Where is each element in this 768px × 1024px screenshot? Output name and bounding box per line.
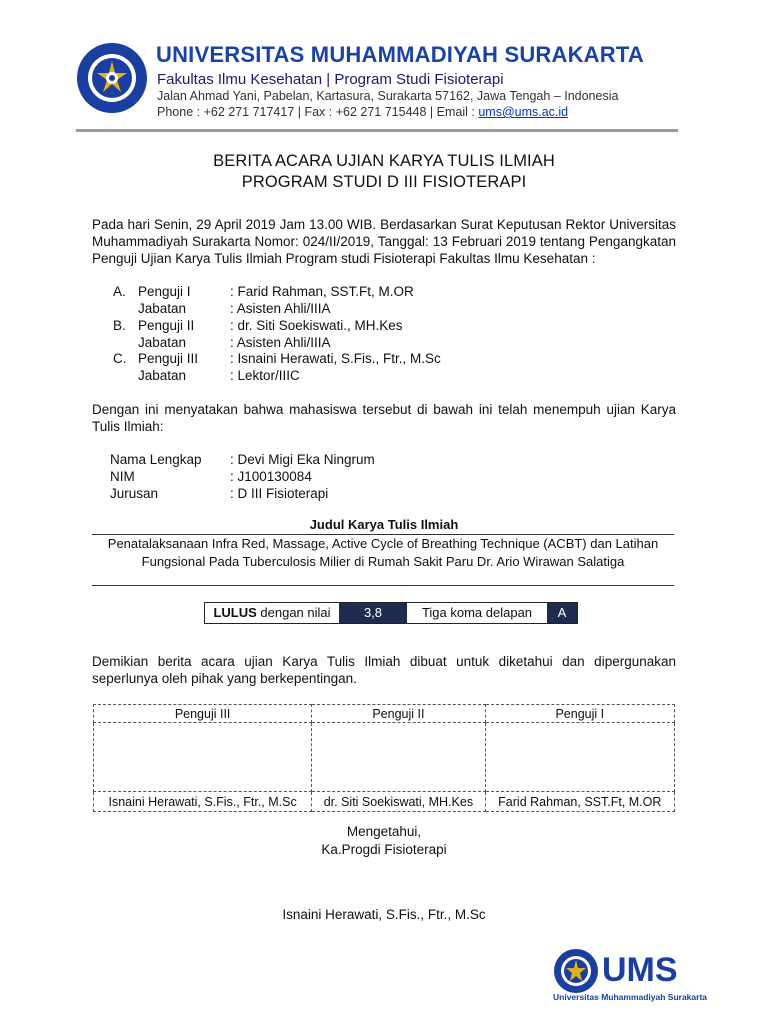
examiner-mark: C. bbox=[113, 351, 127, 366]
examiner-position: : Lektor/IIIC bbox=[230, 368, 300, 383]
acknowledge-label: Mengetahui, bbox=[346, 824, 422, 839]
examiner-mark: B. bbox=[113, 318, 126, 333]
examiner-position: : Asisten Ahli/IIIA bbox=[230, 335, 331, 350]
signature-space bbox=[94, 723, 312, 792]
contact-line bbox=[157, 105, 568, 119]
ums-brand-subtitle: Universitas Muhammadiyah Surakarta bbox=[553, 992, 708, 1002]
examiner-name: : Farid Rahman, SST.Ft, M.OR bbox=[230, 284, 414, 299]
acknowledge-role: Ka.Progdi Fisioterapi bbox=[321, 842, 447, 857]
ums-footer-logo bbox=[553, 948, 708, 1008]
student-field-value: : Devi Migi Eka Ningrum bbox=[230, 452, 375, 467]
examiner-name: : dr. Siti Soekiswati., MH.Kes bbox=[230, 318, 403, 333]
signature-table bbox=[93, 704, 675, 812]
signature-space bbox=[312, 723, 485, 792]
signature-name: dr. Siti Soekiswati, MH.Kes bbox=[312, 792, 485, 812]
student-field-label: NIM bbox=[110, 469, 135, 484]
intro-paragraph: Pada hari Senin, 29 April 2019 Jam 13.00 WIB. Berdasarkan Surat Keputusan Rektor Universitas Muhammadiyah Surakarta Nomor: 024/II/2019, Tanggal: 13 Februari 2019 tentang Pengangkatan Penguji Ujian Karya Tulis Ilmiah Program studi Fisioterapi Fakultas Ilmu Kesehatan : bbox=[92, 217, 676, 266]
university-seal-logo bbox=[76, 42, 148, 114]
thesis-title-line: Penatalaksanaan Infra Red, Massage, Active Cycle of Breathing Technique (ACBT) dan Latihan bbox=[107, 536, 659, 551]
ums-brand-text: UMS bbox=[602, 951, 678, 989]
examiner-mark: A. bbox=[113, 284, 126, 299]
signature-header: Penguji II bbox=[312, 705, 485, 723]
address-line: Jalan Ahmad Yani, Pabelan, Kartasura, Surakarta 57162, Jawa Tengah – Indonesia bbox=[157, 89, 619, 103]
thesis-heading: Judul Karya Tulis Ilmiah bbox=[309, 517, 459, 532]
signature-name: Isnaini Herawati, S.Fis., Ftr., M.Sc bbox=[94, 792, 312, 812]
email-link[interactable]: ums@ums.ac.id bbox=[478, 105, 569, 119]
student-field-value: : J100130084 bbox=[230, 469, 312, 484]
grade-letter: A bbox=[547, 603, 577, 623]
student-field-label: Nama Lengkap bbox=[110, 452, 202, 467]
student-field-label: Jurusan bbox=[110, 486, 159, 501]
thesis-title bbox=[92, 535, 674, 571]
pass-suffix: dengan nilai bbox=[256, 605, 331, 620]
examiner-position-label: Jabatan bbox=[138, 368, 187, 383]
score-words: Tiga koma delapan bbox=[421, 605, 533, 620]
signature-name: Farid Rahman, SST.Ft, M.OR bbox=[485, 792, 674, 812]
acknowledge-name: Isnaini Herawati, S.Fis., Ftr., M.Sc bbox=[282, 907, 486, 922]
signature-header: Penguji I bbox=[485, 705, 674, 723]
examiner-label: Penguji III bbox=[138, 351, 199, 366]
header-divider bbox=[76, 129, 678, 132]
ums-seal-icon bbox=[553, 948, 599, 994]
examiner-name: : Isnaini Herawati, S.Fis., Ftr., M.Sc bbox=[230, 351, 441, 366]
signature-header: Penguji III bbox=[94, 705, 312, 723]
examiner-position-label: Jabatan bbox=[138, 301, 187, 316]
faculty-line: Fakultas Ilmu Kesehatan | Program Studi Fisioterapi bbox=[157, 71, 504, 88]
statement-paragraph: Dengan ini menyatakan bahwa mahasiswa tersebut di bawah ini telah menempuh ujian Karya Tulis Ilmiah: bbox=[92, 402, 676, 434]
closing-paragraph: Demikian berita acara ujian Karya Tulis Ilmiah dibuat untuk diketahui dan dipergunakan seperlunya oleh pihak yang berkepentingan. bbox=[92, 654, 676, 686]
document-subtitle: PROGRAM STUDI D III FISIOTERAPI bbox=[241, 173, 527, 191]
university-name: UNIVERSITAS MUHAMMADIYAH SURAKARTA bbox=[156, 42, 644, 67]
result-status bbox=[205, 603, 339, 623]
score-value: 3,8 bbox=[339, 603, 407, 623]
examiner-position: : Asisten Ahli/IIIA bbox=[230, 301, 331, 316]
student-field-value: : D III Fisioterapi bbox=[230, 486, 329, 501]
document-title: BERITA ACARA UJIAN KARYA TULIS ILMIAH bbox=[213, 152, 555, 170]
contact-prefix: Phone : +62 271 717417 | Fax : +62 271 715448 | Email : bbox=[157, 105, 479, 119]
examiner-position-label: Jabatan bbox=[138, 335, 187, 350]
examiner-label: Penguji I bbox=[138, 284, 191, 299]
thesis-title-line: Fungsional Pada Tuberculosis Milier di Rumah Sakit Paru Dr. Ario Wirawan Salatiga bbox=[141, 554, 625, 569]
result-bar bbox=[204, 602, 578, 624]
pass-label: LULUS bbox=[213, 605, 257, 620]
examiner-label: Penguji II bbox=[138, 318, 195, 333]
signature-space bbox=[485, 723, 674, 792]
